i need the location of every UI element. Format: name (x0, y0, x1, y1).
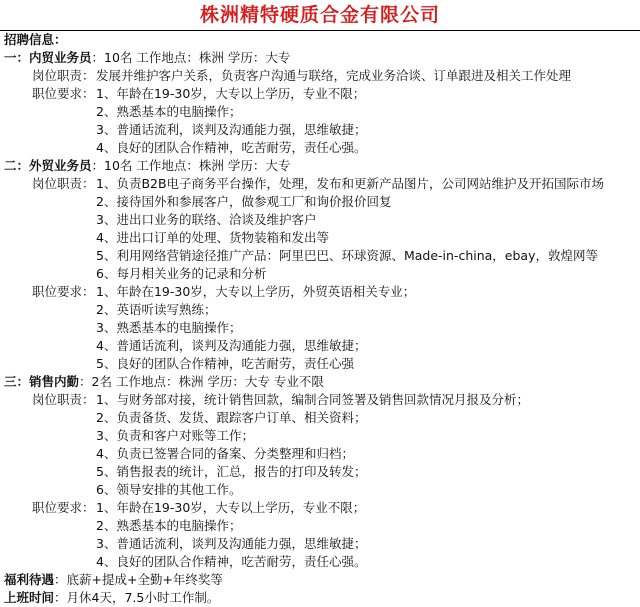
duty-label: 岗位职责： (32, 176, 95, 191)
section-number: 二： (4, 158, 30, 173)
duty-text: 5、销售报表的统计，汇总，报告的打印及转发； (96, 464, 367, 479)
requirement-line (4, 355, 636, 373)
requirement-line (4, 283, 636, 301)
requirement-text: 1、年龄在19-30岁，大专以上学历，专业不限； (96, 86, 366, 101)
duty-line (4, 481, 636, 499)
section-heading (4, 157, 636, 175)
duty-line (4, 463, 636, 481)
hours-line (4, 589, 636, 607)
requirement-line (4, 553, 636, 571)
requirement-text: 4、良好的团队合作精神，吃苦耐劳，责任心强。 (96, 554, 367, 569)
duty-label: 岗位职责： (32, 392, 95, 407)
recruitment-header: 招聘信息： (4, 32, 67, 47)
section-info: ：10名 工作地点：株洲 学历：大专 (91, 158, 291, 173)
hours-text: ：月休4天，7.5小时工作制。 (54, 590, 220, 605)
section-number: 三： (4, 374, 30, 389)
duty-line (4, 193, 636, 211)
duty-line (4, 409, 636, 427)
duty-text: 6、每月相关业务的记录和分析 (96, 266, 267, 281)
duty-text: 2、负责备货、发货、跟踪客户订单、相关资料； (96, 410, 367, 425)
requirement-text: 4、普通话流利，谈判及沟通能力强，思维敏捷； (96, 338, 367, 353)
duty-line (4, 211, 636, 229)
duty-text: 6、领导安排的其他工作。 (96, 482, 242, 497)
section-heading (4, 373, 636, 391)
duty-text: 1、与财务部对接，统计销售回款，编制合同签署及销售回款情况月报及分析； (96, 392, 529, 407)
duty-label: 岗位职责： (32, 68, 95, 83)
duty-text: 1、负责B2B电子商务平台操作，处理，发布和更新产品图片，公司网站维护及开拓国际市场 (96, 176, 605, 191)
company-title: 株洲精特硬质合金有限公司 (0, 0, 640, 31)
requirement-text: 3、普通话流利，谈判及沟通能力强，思维敏捷； (96, 536, 367, 551)
section-heading (4, 49, 636, 67)
requirement-line (4, 103, 636, 121)
requirement-line (4, 517, 636, 535)
requirement-line (4, 139, 636, 157)
requirement-line (4, 535, 636, 553)
section-info: ：10名 工作地点：株洲 学历：大专 (91, 50, 291, 65)
job-sections (4, 49, 636, 571)
requirement-text: 3、熟悉基本的电脑操作； (96, 320, 242, 335)
requirement-text: 2、熟悉基本的电脑操作； (96, 518, 242, 533)
duty-line (4, 445, 636, 463)
requirement-text: 1、年龄在19-30岁，大专以上学历，外贸英语相关专业； (96, 284, 416, 299)
duty-text: 3、负责和客户对账等工作； (96, 428, 254, 443)
requirement-label: 职位要求： (32, 284, 95, 299)
duty-line (4, 247, 636, 265)
duty-line (4, 427, 636, 445)
duty-text: 4、负责已签署合同的备案、分类整理和归档； (96, 446, 354, 461)
requirement-line (4, 499, 636, 517)
hours-label: 上班时间 (4, 590, 55, 605)
requirement-label: 职位要求： (32, 500, 95, 515)
requirement-text: 2、英语听读写熟练； (96, 302, 217, 317)
benefits-line (4, 571, 636, 589)
duty-line (4, 229, 636, 247)
section-role: 内贸业务员 (29, 50, 92, 65)
requirement-line (4, 319, 636, 337)
requirement-label: 职位要求： (32, 86, 95, 101)
requirement-text: 1、年龄在19-30岁，大专以上学历，专业不限； (96, 500, 366, 515)
requirement-line (4, 301, 636, 319)
requirement-line (4, 337, 636, 355)
duty-text: 2、接待国外和参展客户，做参观工厂和询价报价回复 (96, 194, 392, 209)
requirement-text: 3、普通话流利，谈判及沟通能力强，思维敏捷； (96, 122, 367, 137)
duty-text: 3、进出口业务的联络、洽谈及维护客户 (96, 212, 317, 227)
duty-line (4, 67, 636, 85)
recruitment-body (0, 31, 640, 607)
duty-text: 发展并维护客户关系，负责客户沟通与联络，完成业务洽谈、订单跟进及相关工作处理 (96, 68, 572, 83)
requirement-line (4, 121, 636, 139)
section-number: 一： (4, 50, 30, 65)
benefits-label: 福利待遇 (4, 572, 55, 587)
requirement-text: 2、熟悉基本的电脑操作； (96, 104, 242, 119)
duty-line (4, 391, 636, 409)
requirement-line (4, 85, 636, 103)
section-role: 销售内勤 (29, 374, 80, 389)
benefits-text: ：底薪+提成+全勤+年终奖等 (54, 572, 223, 587)
section-role: 外贸业务员 (29, 158, 92, 173)
duty-text: 4、进出口订单的处理、货物装箱和发出等 (96, 230, 329, 245)
duty-text: 5、利用网络营销途径推广产品：阿里巴巴、环球资源、Made-in-china，ebay，敦煌网等 (96, 248, 598, 263)
requirement-text: 5、良好的团队合作精神，吃苦耐劳，责任心强 (96, 356, 354, 371)
section-info: ：2名 工作地点：株洲 学历：大专 专业不限 (79, 374, 324, 389)
duty-line (4, 265, 636, 283)
duty-line (4, 175, 636, 193)
requirement-text: 4、良好的团队合作精神，吃苦耐劳，责任心强。 (96, 140, 367, 155)
